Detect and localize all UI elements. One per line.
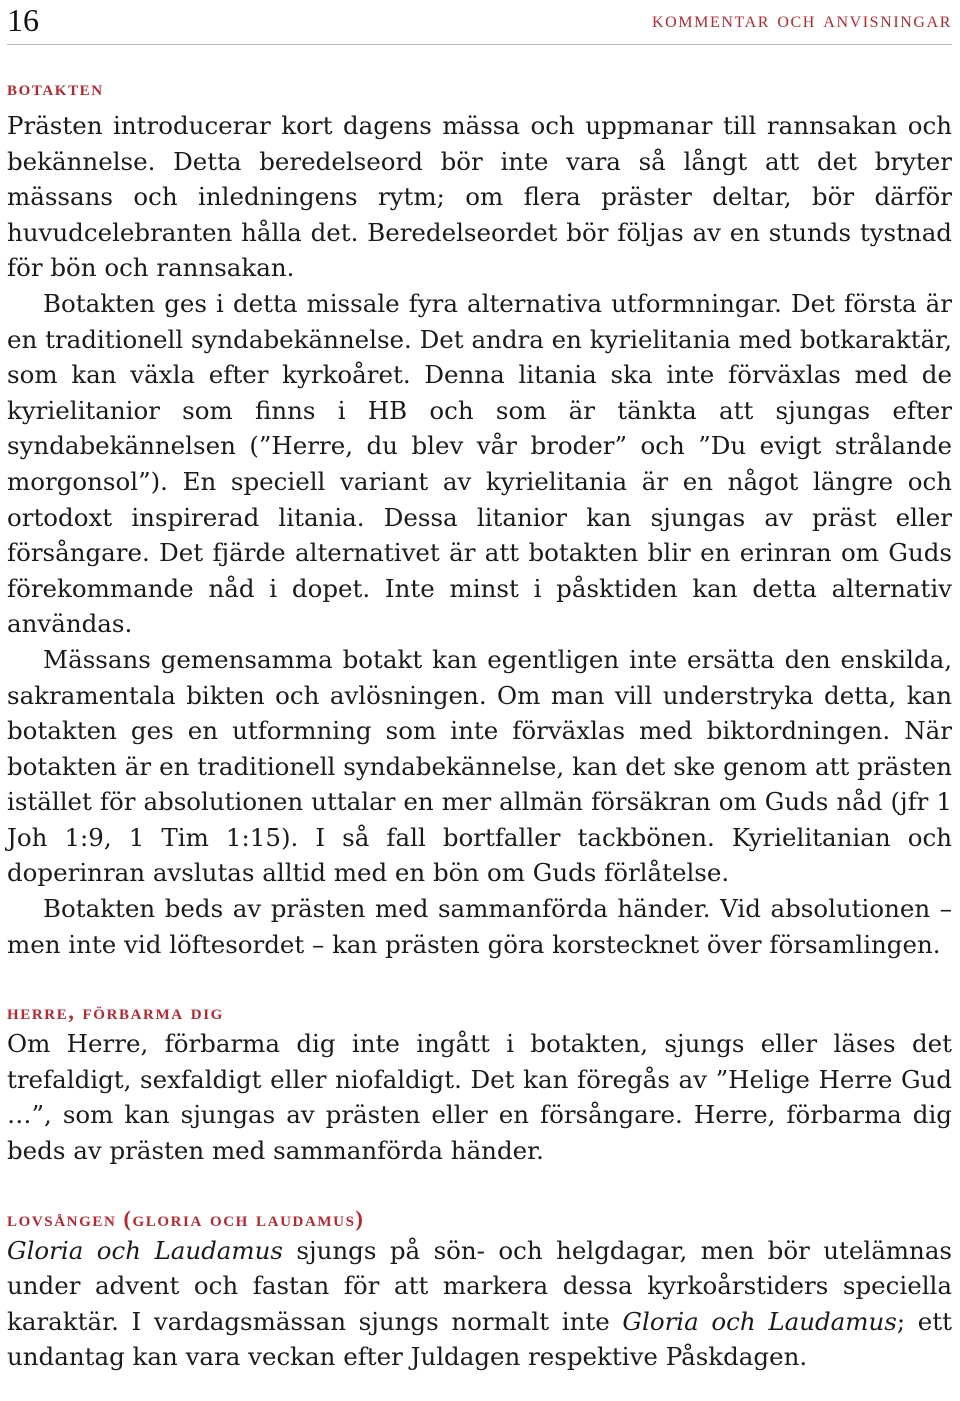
italic-title: Gloria och Laudamus — [7, 1235, 283, 1265]
section-lovsangen — [7, 1205, 952, 1375]
paragraph: Om Herre, förbarma dig inte ingått i botakten, sjungs eller läses det trefaldigt, sexfaldigt eller niofaldigt. Det kan föregås av ”Helige Herre Gud …”, som kan sjungas av prästen eller en försångare. Herre, förbarma dig beds av prästen med sammanförda händer. — [7, 1029, 952, 1166]
chapter-title: kommentar och anvisningar — [652, 7, 952, 32]
paragraph: Prästen introducerar kort dagens mässa och uppmanar till rannsakan och bekännelse. Detta beredelseord bör inte vara så långt att det bryter mässans och inledningens rytm; om flera präster deltar, bör därför huvudcelebranten hålla det. Beredelseordet bör följas av en stunds tystnad för bön och rannsakan. — [7, 111, 952, 283]
section-herre-forbarma-dig — [7, 998, 952, 1168]
paragraph-text: ; ett undantag kan vara veckan efter Juldagen respektive Påskdagen. — [7, 1306, 952, 1372]
running-head — [7, 0, 952, 45]
page-number: 16 — [7, 2, 39, 38]
paragraph — [7, 1233, 952, 1375]
section-botakten — [7, 74, 952, 962]
italic-title: Gloria och Laudamus — [622, 1306, 897, 1336]
section-body-lovsangen — [7, 1233, 952, 1375]
paragraph: Mässans gemensamma botakt kan egentligen inte ersätta den enskilda, sakramentala bikten och avlösningen. Om man vill understryka detta, kan botakten ges en utformning som inte förväxlas med biktordningen. När botakten är en traditionell syndabekännelse, kan det ske genom att prästen istället för absolutionen uttalar en mer allmän försäkran om Guds nåd (jfr 1 Joh 1:9, 1 Tim 1:15). I så fall bortfaller tackbönen. Kyrielitanian och doperinran avslutas alltid med en bön om Guds förlåtelse. — [7, 644, 952, 888]
section-heading-botakten: botakten — [7, 75, 104, 100]
paragraph: Botakten ges i detta missale fyra alternativa utformningar. Det första är en traditionell syndabekännelse. Det andra en kyrielitania med botkaraktär, som kan växla efter kyrkoåret. Denna litania ska inte förväxlas med de kyrielitanior som finns i HB och som är tänkta att sjungas efter syndabekännelsen (”Herre, du blev vår broder” och ”Du evigt strålande morgonsol”). En speciell variant av kyrielitania är en något längre och ortodoxt inspirerad litania. Dessa litanior kan sjungas av präst eller försångare. Det fjärde alternativet är att botakten blir en erinran om Guds förekommande nåd i dopet. Inte minst i påsktiden kan detta alternativ användas. — [7, 288, 952, 639]
section-heading-lovsangen: lovsången (gloria och laudamus) — [7, 1205, 365, 1231]
section-heading-herre-forbarma-dig: herre, förbarma dig — [7, 999, 224, 1025]
section-body-botakten — [7, 108, 952, 962]
section-body-herre-forbarma-dig — [7, 1026, 952, 1168]
page-content — [7, 74, 952, 1375]
paragraph: Botakten beds av prästen med sammanförda händer. Vid absolutionen – men inte vid löftesordet – kan prästen göra korstecknet över församlingen. — [7, 894, 952, 959]
paragraph-text: sjungs på sön- och helgdagar, men bör utelämnas under advent och fastan för att markera dessa kyrkoårstiders speciella karaktär. I vardagsmässan sjungs normalt inte — [7, 1235, 953, 1336]
